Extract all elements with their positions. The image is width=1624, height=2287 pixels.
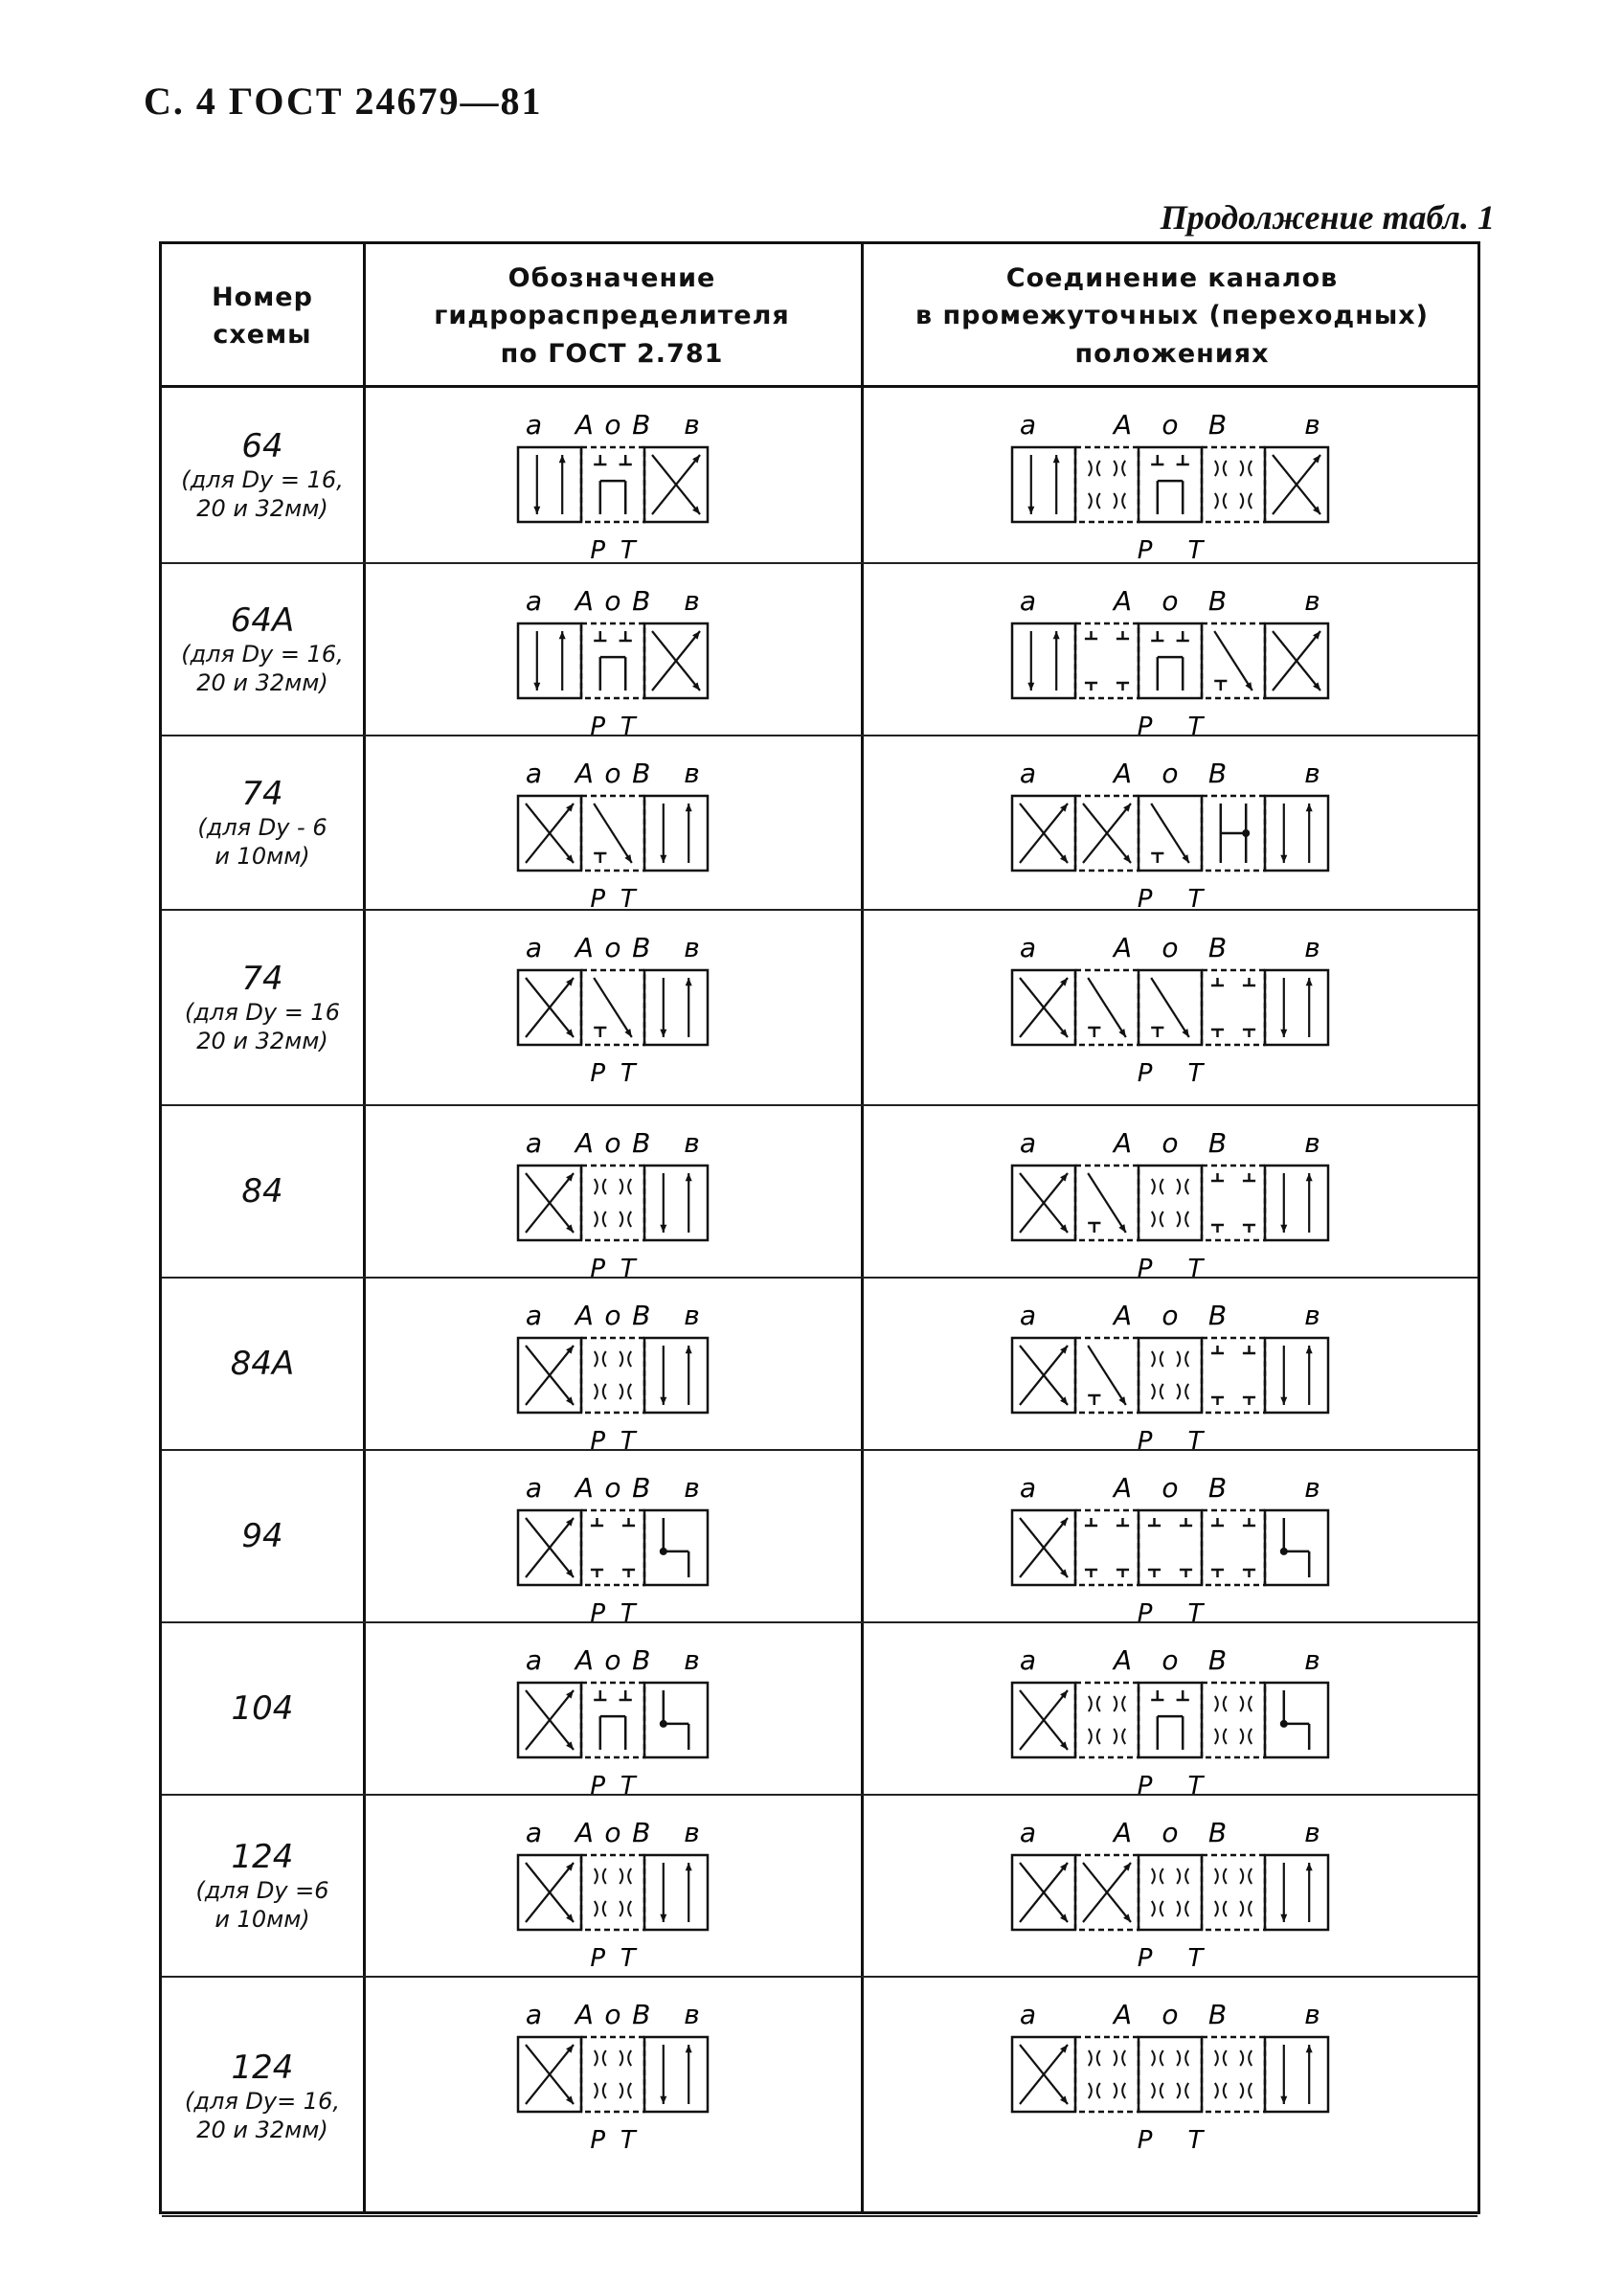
port-label-top: а bbox=[1019, 932, 1037, 963]
valve-symbol bbox=[518, 1855, 708, 1930]
port-label-top: А bbox=[1113, 1127, 1133, 1159]
scheme-note: 20 и 32мм) bbox=[196, 1028, 328, 1054]
port-label-bottom: Т bbox=[620, 1255, 636, 1279]
port-label-bottom: Т bbox=[620, 1772, 636, 1796]
scheme-number-cell bbox=[162, 1978, 363, 2215]
port-label-top: в bbox=[1304, 1999, 1320, 2030]
valve-symbol bbox=[518, 970, 708, 1045]
port-label-bottom: Т bbox=[1187, 536, 1204, 564]
port-label-top: о bbox=[1162, 1127, 1179, 1159]
port-label-top: о bbox=[1162, 409, 1179, 441]
scheme-number-cell bbox=[162, 1623, 363, 1794]
port-label-top: а bbox=[525, 409, 543, 441]
port-label-bottom: Т bbox=[1187, 2126, 1204, 2155]
designation-diagram bbox=[366, 1623, 861, 1796]
port-label-top: А bbox=[1113, 1817, 1133, 1848]
connection-diagram bbox=[864, 911, 1477, 1106]
port-label-top: а bbox=[1019, 1127, 1037, 1159]
port-label-top: в bbox=[1304, 585, 1320, 617]
valve-symbol bbox=[1012, 796, 1328, 871]
port-label-bottom: Р bbox=[590, 1599, 606, 1623]
designation-cell bbox=[366, 911, 861, 1104]
valve-symbol bbox=[518, 447, 708, 522]
port-label-top: в bbox=[1304, 932, 1320, 963]
connection-diagram bbox=[864, 564, 1477, 736]
designation-cell bbox=[366, 1106, 861, 1277]
valve-symbol bbox=[1012, 1510, 1328, 1585]
port-label-top: о bbox=[604, 409, 621, 441]
port-label-top: а bbox=[525, 758, 543, 789]
port-label-top: в bbox=[1304, 1300, 1320, 1331]
port-label-bottom: Р bbox=[1137, 1772, 1153, 1796]
port-label-top: о bbox=[1162, 932, 1179, 963]
table-row bbox=[162, 911, 1477, 1106]
valve-symbol bbox=[518, 1510, 708, 1585]
port-label-top: о bbox=[604, 1472, 621, 1504]
port-label-bottom: Т bbox=[620, 1427, 636, 1451]
designation-diagram bbox=[366, 1279, 861, 1451]
connection-diagram bbox=[864, 1106, 1477, 1279]
port-label-bottom: Т bbox=[620, 713, 636, 736]
port-label-top: В bbox=[632, 1817, 651, 1848]
scheme-number-cell bbox=[162, 1451, 363, 1621]
port-label-top: А bbox=[1113, 932, 1133, 963]
port-label-top: а bbox=[1019, 1817, 1037, 1848]
designation-diagram bbox=[366, 564, 861, 736]
port-label-bottom: Р bbox=[590, 713, 606, 736]
connection-diagram bbox=[864, 1796, 1477, 1978]
scheme-number-cell bbox=[162, 1796, 363, 1976]
port-label-top: в bbox=[1304, 1472, 1320, 1504]
scheme-number: 84 bbox=[241, 1172, 283, 1211]
port-label-top: в bbox=[684, 409, 700, 441]
port-label-top: А bbox=[1113, 758, 1133, 789]
port-label-top: в bbox=[684, 585, 700, 617]
scheme-number: 124 bbox=[231, 2049, 294, 2087]
port-label-top: о bbox=[604, 585, 621, 617]
port-label-bottom: Т bbox=[1187, 1944, 1204, 1973]
scheme-number: 84А bbox=[230, 1345, 295, 1383]
port-label-top: А bbox=[1113, 1644, 1133, 1676]
designation-diagram bbox=[366, 1978, 861, 2217]
port-label-top: В bbox=[1207, 1472, 1228, 1504]
scheme-note: (для Dy = 16 bbox=[185, 999, 340, 1026]
port-label-top: В bbox=[632, 1644, 651, 1676]
designation-cell bbox=[366, 1279, 861, 1449]
table-row bbox=[162, 736, 1477, 911]
table-row bbox=[162, 1451, 1477, 1623]
port-label-top: а bbox=[1019, 1300, 1037, 1331]
port-label-top: в bbox=[1304, 1817, 1320, 1848]
port-label-bottom: Р bbox=[1137, 713, 1153, 736]
port-label-top: а bbox=[525, 1817, 543, 1848]
table-row bbox=[162, 1978, 1477, 2217]
connection-cell bbox=[864, 564, 1477, 735]
port-label-top: о bbox=[1162, 1300, 1179, 1331]
port-label-top: а bbox=[525, 1644, 543, 1676]
port-label-bottom: Р bbox=[590, 885, 606, 911]
valve-symbol bbox=[1012, 1338, 1328, 1413]
port-label-top: о bbox=[604, 932, 621, 963]
scheme-note: и 10мм) bbox=[214, 843, 310, 870]
port-label-top: а bbox=[1019, 758, 1037, 789]
port-label-top: В bbox=[1207, 1127, 1228, 1159]
port-label-bottom: Р bbox=[1137, 2126, 1153, 2155]
port-label-top: В bbox=[1207, 932, 1228, 963]
connection-diagram bbox=[864, 1978, 1477, 2217]
port-label-top: А bbox=[575, 585, 594, 617]
port-label-bottom: Р bbox=[590, 2126, 606, 2155]
valve-symbol bbox=[1012, 1855, 1328, 1930]
valve-symbol bbox=[518, 1338, 708, 1413]
port-label-bottom: Р bbox=[590, 1059, 606, 1088]
port-label-top: В bbox=[632, 1999, 651, 2030]
port-label-top: а bbox=[1019, 1472, 1037, 1504]
valve-symbol bbox=[518, 623, 708, 698]
valve-symbol bbox=[1012, 1166, 1328, 1240]
port-label-bottom: Р bbox=[590, 1772, 606, 1796]
connection-diagram bbox=[864, 1623, 1477, 1796]
table-row bbox=[162, 1106, 1477, 1279]
port-label-bottom: Р bbox=[590, 536, 606, 564]
scheme-number-cell bbox=[162, 911, 363, 1104]
port-label-top: о bbox=[604, 1999, 621, 2030]
port-label-bottom: Т bbox=[620, 885, 636, 911]
valve-symbol bbox=[518, 2037, 708, 2112]
scheme-note: (для Dy = 16, bbox=[181, 466, 344, 493]
port-label-top: а bbox=[525, 585, 543, 617]
valve-symbol bbox=[518, 1166, 708, 1240]
scheme-note: (для Dy =6 bbox=[195, 1877, 329, 1904]
connection-cell bbox=[864, 1279, 1477, 1449]
port-label-top: о bbox=[604, 1817, 621, 1848]
scheme-number-cell bbox=[162, 1106, 363, 1277]
port-label-top: В bbox=[1207, 1300, 1228, 1331]
valve-symbol bbox=[1012, 970, 1328, 1045]
header-scheme-number: Номер схемы bbox=[212, 282, 313, 350]
port-label-top: А bbox=[1113, 1472, 1133, 1504]
header-connection: Соединение каналов в промежуточных (переходных) положениях bbox=[914, 263, 1430, 369]
connection-cell bbox=[864, 1796, 1477, 1976]
scheme-number: 74 bbox=[241, 775, 283, 813]
connection-cell bbox=[864, 736, 1477, 909]
designation-cell bbox=[366, 1451, 861, 1621]
port-label-bottom: Т bbox=[620, 536, 636, 564]
scheme-note: 20 и 32мм) bbox=[196, 669, 328, 696]
designation-cell bbox=[366, 1623, 861, 1794]
port-label-top: В bbox=[1207, 758, 1228, 789]
connection-cell bbox=[864, 1623, 1477, 1794]
valve-symbol bbox=[1012, 2037, 1328, 2112]
port-label-bottom: Р bbox=[1137, 885, 1153, 911]
scheme-number-cell bbox=[162, 1279, 363, 1449]
designation-cell bbox=[366, 1796, 861, 1976]
port-label-top: в bbox=[1304, 758, 1320, 789]
port-label-bottom: Р bbox=[1137, 536, 1153, 564]
port-label-bottom: Р bbox=[590, 1427, 606, 1451]
port-label-top: А bbox=[575, 1644, 594, 1676]
port-label-bottom: Р bbox=[590, 1255, 606, 1279]
designation-diagram bbox=[366, 911, 861, 1106]
port-label-top: а bbox=[525, 1472, 543, 1504]
port-label-bottom: Р bbox=[1137, 1599, 1153, 1623]
valve-symbol bbox=[1012, 1683, 1328, 1757]
port-label-bottom: Т bbox=[1187, 1255, 1204, 1279]
port-label-bottom: Р bbox=[1137, 1059, 1153, 1088]
port-label-top: о bbox=[1162, 1999, 1179, 2030]
valve-symbol bbox=[518, 1683, 708, 1757]
port-label-bottom: Т bbox=[1187, 1059, 1204, 1088]
port-label-top: в bbox=[684, 1472, 700, 1504]
port-label-top: в bbox=[684, 1999, 700, 2030]
port-label-bottom: Т bbox=[1187, 713, 1204, 736]
valve-symbol bbox=[1012, 623, 1328, 698]
port-label-top: В bbox=[1207, 585, 1228, 617]
designation-diagram bbox=[366, 1451, 861, 1623]
port-label-bottom: Т bbox=[1187, 1427, 1204, 1451]
port-label-top: А bbox=[575, 758, 594, 789]
port-label-bottom: Т bbox=[620, 1599, 636, 1623]
port-label-top: в bbox=[684, 758, 700, 789]
continuation-caption: Продолжение табл. 1 bbox=[1160, 198, 1495, 237]
port-label-top: в bbox=[684, 1300, 700, 1331]
page-header: С. 4 ГОСТ 24679—81 bbox=[144, 79, 543, 123]
port-label-bottom: Т bbox=[1187, 885, 1204, 911]
port-label-top: В bbox=[1207, 1999, 1228, 2030]
port-label-top: А bbox=[575, 1817, 594, 1848]
port-label-top: в bbox=[1304, 1127, 1320, 1159]
port-label-top: А bbox=[575, 1999, 594, 2030]
designation-cell bbox=[366, 1978, 861, 2215]
port-label-top: а bbox=[1019, 585, 1037, 617]
port-label-top: о bbox=[1162, 758, 1179, 789]
scheme-note: 20 и 32мм) bbox=[196, 495, 328, 522]
scheme-number: 124 bbox=[231, 1838, 294, 1876]
port-label-bottom: Р bbox=[1137, 1944, 1153, 1973]
connection-cell bbox=[864, 1451, 1477, 1621]
table-header bbox=[162, 244, 1477, 388]
port-label-top: А bbox=[575, 409, 594, 441]
designation-cell bbox=[366, 564, 861, 735]
port-label-top: В bbox=[632, 1127, 651, 1159]
port-label-top: А bbox=[575, 1127, 594, 1159]
port-label-top: о bbox=[604, 1644, 621, 1676]
scheme-note: (для Dy = 16, bbox=[181, 641, 344, 668]
designation-cell bbox=[366, 736, 861, 909]
port-label-top: а bbox=[525, 1300, 543, 1331]
schemes-table bbox=[159, 241, 1480, 2214]
port-label-top: В bbox=[632, 758, 651, 789]
port-label-top: В bbox=[632, 409, 651, 441]
port-label-top: В bbox=[1207, 1817, 1228, 1848]
connection-cell bbox=[864, 388, 1477, 562]
port-label-top: а bbox=[1019, 1999, 1037, 2030]
connection-cell bbox=[864, 911, 1477, 1104]
connection-diagram bbox=[864, 1279, 1477, 1451]
port-label-top: а bbox=[1019, 409, 1037, 441]
port-label-top: В bbox=[632, 932, 651, 963]
port-label-top: А bbox=[1113, 1999, 1133, 2030]
port-label-top: В bbox=[1207, 409, 1228, 441]
scheme-note: (для Dy - 6 bbox=[197, 814, 327, 841]
port-label-top: в bbox=[684, 932, 700, 963]
connection-cell bbox=[864, 1106, 1477, 1277]
header-designation: Обозначение гидрораспределителя по ГОСТ 2.781 bbox=[434, 263, 790, 369]
connection-diagram bbox=[864, 1451, 1477, 1623]
scheme-number: 64А bbox=[230, 601, 295, 640]
scheme-note: 20 и 32мм) bbox=[196, 2117, 328, 2143]
scheme-number-cell bbox=[162, 388, 363, 562]
port-label-top: а bbox=[525, 1999, 543, 2030]
scheme-number: 74 bbox=[241, 960, 283, 998]
scheme-number: 64 bbox=[241, 427, 283, 465]
port-label-top: о bbox=[1162, 585, 1179, 617]
port-label-bottom: Р bbox=[1137, 1255, 1153, 1279]
port-label-top: в bbox=[1304, 1644, 1320, 1676]
port-label-top: в bbox=[1304, 409, 1320, 441]
port-label-top: а bbox=[525, 932, 543, 963]
port-label-top: о bbox=[604, 1127, 621, 1159]
table-row bbox=[162, 1279, 1477, 1451]
designation-diagram bbox=[366, 1106, 861, 1279]
port-label-top: о bbox=[604, 1300, 621, 1331]
table-row bbox=[162, 388, 1477, 564]
port-label-top: А bbox=[575, 932, 594, 963]
designation-cell bbox=[366, 388, 861, 562]
port-label-bottom: Т bbox=[1187, 1599, 1204, 1623]
port-label-top: в bbox=[684, 1644, 700, 1676]
port-label-top: а bbox=[1019, 1644, 1037, 1676]
port-label-bottom: Р bbox=[590, 1944, 606, 1973]
table-row bbox=[162, 1796, 1477, 1978]
port-label-top: в bbox=[684, 1817, 700, 1848]
port-label-top: В bbox=[632, 1300, 651, 1331]
port-label-top: А bbox=[575, 1472, 594, 1504]
port-label-top: в bbox=[684, 1127, 700, 1159]
scheme-number-cell bbox=[162, 564, 363, 735]
connection-cell bbox=[864, 1978, 1477, 2215]
port-label-top: А bbox=[1113, 585, 1133, 617]
scheme-number: 104 bbox=[231, 1689, 294, 1728]
table-row bbox=[162, 564, 1477, 736]
table-row bbox=[162, 1623, 1477, 1796]
port-label-top: о bbox=[604, 758, 621, 789]
port-label-bottom: Т bbox=[620, 2126, 636, 2155]
port-label-bottom: Т bbox=[620, 1059, 636, 1088]
port-label-top: о bbox=[1162, 1472, 1179, 1504]
designation-diagram bbox=[366, 388, 861, 564]
designation-diagram bbox=[366, 1796, 861, 1978]
port-label-top: В bbox=[632, 1472, 651, 1504]
port-label-top: о bbox=[1162, 1644, 1179, 1676]
port-label-top: о bbox=[1162, 1817, 1179, 1848]
scheme-number: 94 bbox=[241, 1517, 283, 1555]
valve-symbol bbox=[1012, 447, 1328, 522]
port-label-bottom: Т bbox=[1187, 1772, 1204, 1796]
connection-diagram bbox=[864, 736, 1477, 911]
designation-diagram bbox=[366, 736, 861, 911]
port-label-top: В bbox=[632, 585, 651, 617]
port-label-bottom: Р bbox=[1137, 1427, 1153, 1451]
valve-symbol bbox=[518, 796, 708, 871]
scheme-note: и 10мм) bbox=[214, 1906, 310, 1933]
connection-diagram bbox=[864, 388, 1477, 564]
scheme-number-cell bbox=[162, 736, 363, 909]
port-label-top: А bbox=[1113, 1300, 1133, 1331]
port-label-top: а bbox=[525, 1127, 543, 1159]
port-label-top: А bbox=[1113, 409, 1133, 441]
port-label-top: В bbox=[1207, 1644, 1228, 1676]
scheme-note: (для Dy= 16, bbox=[185, 2088, 340, 2115]
port-label-top: А bbox=[575, 1300, 594, 1331]
port-label-bottom: Т bbox=[620, 1944, 636, 1973]
